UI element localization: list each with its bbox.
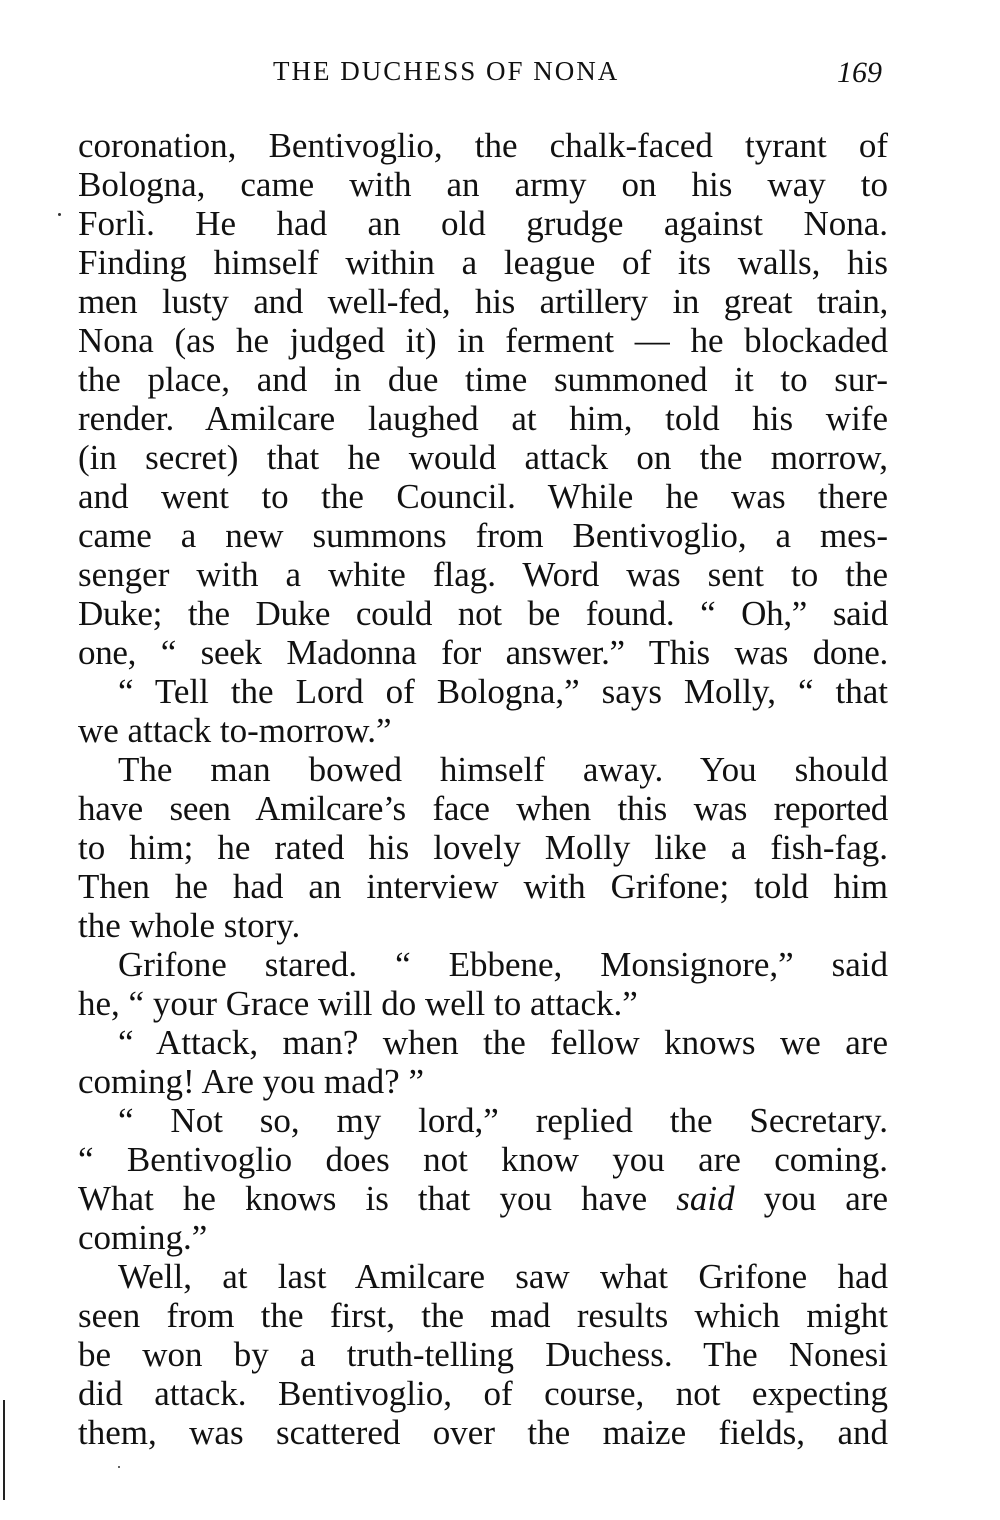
text-line: coming.” — [78, 1218, 208, 1257]
text-line: one, “ seek Madonna for answer.” This was done. — [78, 633, 888, 672]
text-line: “ Tell the Lord of Bologna,” says Molly, “ that — [118, 672, 888, 711]
text-line: and went to the Council. While he was there — [78, 477, 888, 516]
text-line: render. Amilcare laughed at him, told his wife — [78, 399, 888, 438]
text-line: Nona (as he judged it) in ferment — he blockaded — [78, 321, 888, 360]
text-line: Well, at last Amilcare saw what Grifone had — [118, 1257, 888, 1296]
text-line: have seen Amilcare’s face when this was reported — [78, 789, 888, 828]
text-line: Finding himself within a league of its walls, his — [78, 243, 888, 282]
text-line: to him; he rated his lovely Molly like a fish-fag. — [78, 828, 888, 867]
text-line: the whole story. — [78, 906, 301, 945]
text-line: came a new summons from Bentivoglio, a mes- — [78, 516, 888, 555]
italic-word: said — [676, 1179, 735, 1218]
scan-speck — [118, 1466, 120, 1468]
running-title: THE DUCHESS OF NONA — [273, 56, 620, 86]
text-line: be won by a truth-telling Duchess. The Nonesi — [78, 1335, 888, 1374]
text-segment: you are — [763, 1179, 889, 1218]
text-line: them, was scattered over the maize fields, and — [78, 1413, 888, 1452]
text-line: coronation, Bentivoglio, the chalk-faced tyrant of — [78, 126, 888, 165]
text-line: the place, and in due time summoned it to sur- — [78, 360, 888, 399]
body-text — [78, 126, 888, 1452]
text-line: Forlì. He had an old grudge against Nona. — [78, 204, 888, 243]
scan-margin-line — [3, 1400, 5, 1500]
text-line — [78, 1179, 888, 1218]
text-line: Bologna, came with an army on his way to — [78, 165, 888, 204]
text-line: Grifone stared. “ Ebbene, Monsignore,” said — [118, 945, 888, 984]
text-line: we attack to-morrow.” — [78, 711, 392, 750]
text-line: he, “ your Grace will do well to attack.” — [78, 984, 638, 1023]
text-line: (in secret) that he would attack on the morrow, — [78, 438, 888, 477]
text-line: did attack. Bentivoglio, of course, not expecting — [78, 1374, 888, 1413]
text-line: Then he had an interview with Grifone; told him — [78, 867, 888, 906]
text-segment: What he knows is that you have — [78, 1179, 648, 1218]
text-line: “ Attack, man? when the fellow knows we are — [118, 1023, 888, 1062]
text-line: coming! Are you mad? ” — [78, 1062, 425, 1101]
scan-speck — [58, 213, 61, 216]
text-line: The man bowed himself away. You should — [118, 750, 888, 789]
text-line: “ Not so, my lord,” replied the Secretary. — [118, 1101, 888, 1140]
page-number: 169 — [837, 56, 882, 89]
text-line: senger with a white flag. Word was sent to the — [78, 555, 888, 594]
text-line: “ Bentivoglio does not know you are coming. — [78, 1140, 888, 1179]
text-line: seen from the first, the mad results which might — [78, 1296, 888, 1335]
running-head — [78, 56, 888, 92]
text-line: Duke; the Duke could not be found. “ Oh,” said — [78, 594, 888, 633]
text-line: men lusty and well-fed, his artillery in great train, — [78, 282, 888, 321]
